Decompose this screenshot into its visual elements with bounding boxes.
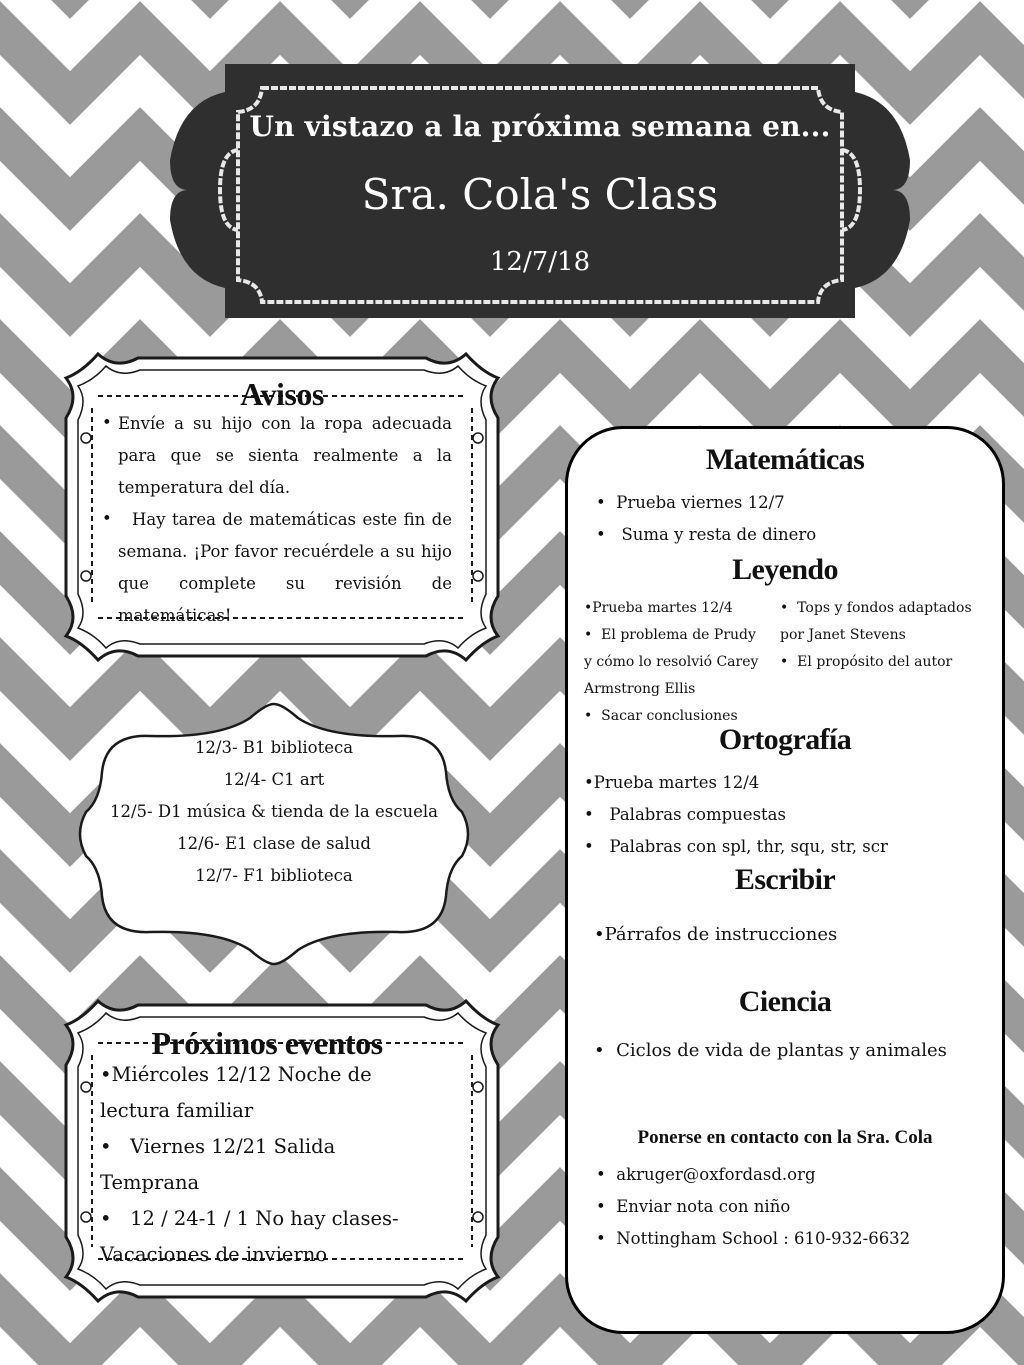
avisos-list	[102, 408, 452, 632]
list-item: • Envíe a su hijo con la ropa adecuada para que se sienta realmente a la temperatura del día.	[102, 408, 452, 504]
contact-email[interactable]: akruger@oxfordasd.org	[616, 1165, 816, 1184]
avisos-title: Avisos	[240, 376, 324, 412]
schedule-frame	[70, 700, 478, 968]
list-item: • Ciclos de vida de plantas y animales	[594, 1040, 947, 1061]
bullet-icon: •	[100, 1207, 112, 1230]
bullet-icon: •	[584, 805, 594, 824]
list-item: • Sacar conclusiones	[584, 708, 738, 724]
bullet-icon: •	[594, 924, 605, 945]
list-item: • Hay tarea de matemáticas este fin de semana. ¡Por favor recuérdele a su hijo que complete su revisión de matemáticas!	[102, 504, 452, 632]
list-item: •Prueba martes 12/4	[584, 773, 760, 792]
header-subtitle: Un vistazo a la próxima semana en...	[249, 110, 831, 143]
list-item: • Suma y resta de dinero	[596, 525, 817, 544]
bullet-icon: •	[594, 1040, 605, 1061]
bullet-icon: •	[584, 773, 594, 792]
ortografia-title: Ortografía	[718, 723, 852, 756]
eventos-title: Próximos eventos	[151, 1025, 383, 1061]
ciencia-title: Ciencia	[738, 985, 832, 1018]
bullet-icon: •	[596, 1197, 606, 1216]
avisos-frame	[58, 348, 506, 666]
bullet-icon: •	[596, 493, 606, 512]
schedule-item: 12/5- D1 música & tienda de la escuela	[110, 802, 438, 821]
page-title: Sra. Cola's Class	[361, 170, 719, 219]
bullet-icon: •	[780, 654, 789, 670]
schedule-item: 12/4- C1 art	[223, 770, 325, 789]
bullet-icon: •	[596, 1229, 606, 1248]
list-item: • El propósito del autor	[780, 654, 953, 670]
schedule-list	[110, 732, 438, 892]
schedule-item: 12/3- B1 biblioteca	[194, 738, 354, 757]
list-item: •Párrafos de instrucciones	[594, 924, 838, 945]
list-item: • Palabras con spl, thr, squ, str, scr	[584, 837, 888, 856]
list-item: •Miércoles 12/12 Noche de lectura familiar	[100, 1063, 372, 1122]
eventos-list	[100, 1057, 420, 1273]
contact-phone: Nottingham School : 610-932-6632	[616, 1229, 911, 1248]
header-date: 12/7/18	[489, 247, 591, 277]
list-item: • Enviar nota con niño	[596, 1197, 791, 1216]
contact-list	[596, 1159, 910, 1255]
list-item: •Prueba martes 12/4	[584, 600, 733, 616]
bullet-icon: •	[102, 413, 112, 432]
bullet-icon: •	[584, 708, 593, 724]
bullet-icon: •	[100, 1063, 112, 1086]
eventos-frame	[58, 995, 506, 1307]
bullet-icon: •	[100, 1135, 112, 1158]
leyendo-title: Leyendo	[732, 553, 838, 586]
matematicas-title: Matemáticas	[705, 443, 865, 476]
schedule-item: 12/6- E1 clase de salud	[177, 834, 371, 853]
ciencia-list	[594, 1035, 947, 1067]
list-item	[596, 1159, 910, 1191]
leyendo-right-list	[780, 595, 976, 676]
bullet-icon: •	[584, 837, 594, 856]
leyendo-left-list	[584, 595, 762, 730]
bullet-icon: •	[584, 627, 593, 643]
contact-title: Ponerse en contacto con la Sra. Cola	[637, 1127, 933, 1148]
list-item: • 12 / 24-1 / 1 No hay clases- Vacaciones de invierno	[100, 1207, 399, 1266]
list-item: • El problema de Prudy y cómo lo resolvió Carey Armstrong Ellis	[584, 627, 759, 697]
escribir-title: Escribir	[734, 863, 836, 896]
escribir-list	[594, 919, 837, 951]
list-item	[596, 1223, 910, 1255]
subjects-panel	[565, 426, 1005, 1334]
list-item: • Viernes 12/21 Salida Temprana	[100, 1135, 336, 1194]
list-item: • Palabras compuestas	[584, 805, 786, 824]
bullet-icon: •	[102, 509, 112, 528]
bullet-icon: •	[596, 1165, 606, 1184]
bullet-icon: •	[584, 600, 593, 616]
list-item: • Prueba viernes 12/7	[596, 493, 785, 512]
bullet-icon: •	[596, 525, 606, 544]
matematicas-list	[596, 487, 816, 551]
header-chalkboard	[170, 40, 910, 340]
list-item: • Tops y fondos adaptados por Janet Stevens	[780, 600, 972, 643]
bullet-icon: •	[780, 600, 789, 616]
ortografia-list	[584, 767, 888, 863]
schedule-item: 12/7- F1 biblioteca	[195, 866, 353, 885]
